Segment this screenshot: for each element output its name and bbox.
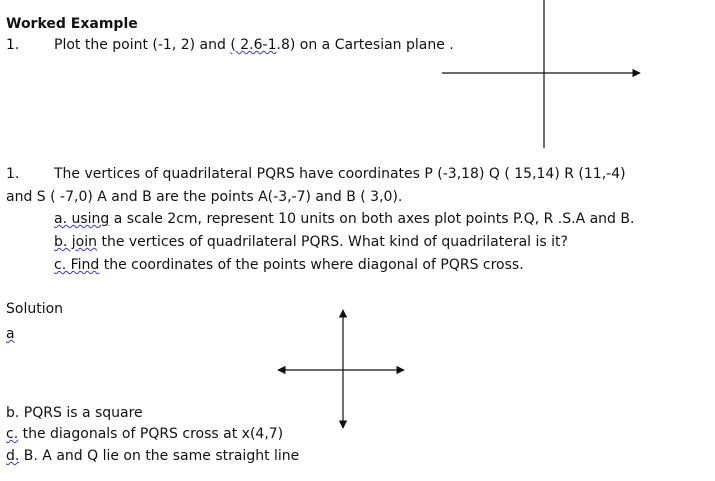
q2-line1: The vertices of quadrilateral PQRS have coordinates P (-3,18) Q ( 15,14) R (11,-4) <box>54 166 626 182</box>
q2-line2: and S ( -7,0) A and B are the points A(-3,-7) and B ( 3,0). <box>6 189 403 205</box>
solution-part-b: b. PQRS is a square <box>6 405 143 421</box>
q1-text-post: .8) on a Cartesian plane . <box>276 37 454 53</box>
q2-part-c-text: the coordinates of the points where diagonal of PQRS cross. <box>99 257 524 273</box>
q2-part-c-label: c. Find <box>54 257 100 273</box>
q1-text-pre: Plot the point (-1, 2) and <box>54 37 231 53</box>
q2-part-b-label: b. join <box>54 234 98 250</box>
page-title: Worked Example <box>6 16 138 32</box>
solution-part-c-label: c. <box>6 426 19 442</box>
solution-part-d-label: d. <box>6 448 20 464</box>
q2-part-b-text: the vertices of quadrilateral PQRS. What kind of quadrilateral is it? <box>97 234 568 250</box>
lower-cartesian-axes <box>278 310 404 428</box>
q2-number: 1. <box>6 166 20 182</box>
q2-part-a-text: a scale 2cm, represent 10 units on both axes plot points P.Q, R .S.A and B. <box>109 211 635 227</box>
solution-part-a-label: a <box>6 326 15 342</box>
solution-part-c-text: the diagonals of PQRS cross at x(4,7) <box>18 426 284 442</box>
q1-number: 1. <box>6 37 20 53</box>
q2-part-a-label: a. using <box>54 211 110 227</box>
q1-text-underlined: ( 2.6-1 <box>230 37 277 53</box>
solution-heading: Solution <box>6 301 64 317</box>
solution-part-d-text: B. A and Q lie on the same straight line <box>19 448 300 464</box>
upper-cartesian-axes <box>442 0 640 148</box>
